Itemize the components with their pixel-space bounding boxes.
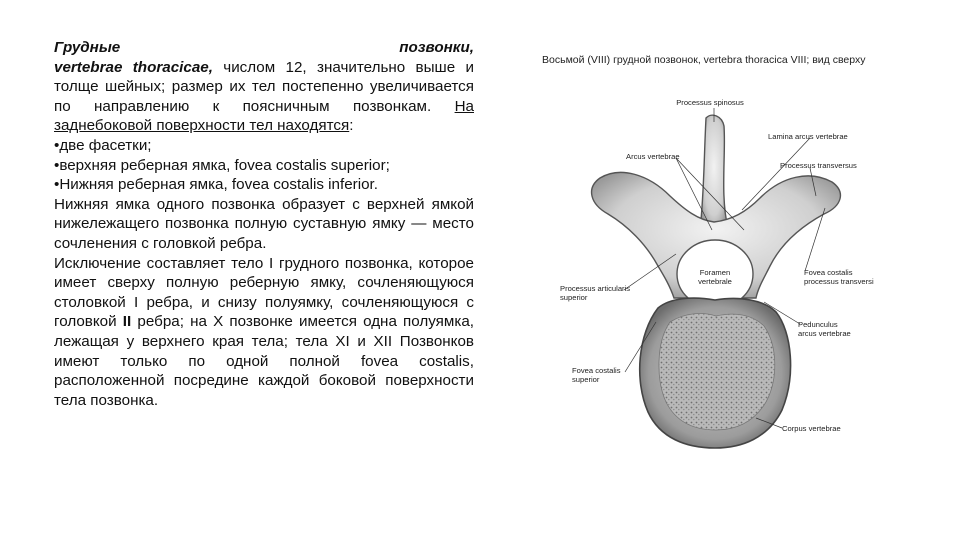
label-fovea-sup-line2: superior	[572, 375, 600, 384]
title-word-2: позвонки,	[399, 39, 474, 56]
label-fovea-sup-line1: Fovea costalis	[572, 366, 621, 375]
label-proc-artic-line2: superior	[560, 293, 588, 302]
label-foramen-line2: vertebrale	[698, 277, 732, 286]
figure-caption: Восьмой (VIII) грудной позвонок, vertebra thoracica VIII; вид сверху	[542, 54, 866, 66]
label-pedunculus-line1: Pedunculus	[798, 320, 838, 329]
intro-text: числом 12, значительно выше и толще шейных; размер их тел постепенно увеличивается по направлению к поясничным позвонкам.	[54, 58, 474, 115]
label-foramen-vertebrale	[683, 268, 747, 286]
label-corpus-vertebrae: Corpus vertebrae	[782, 424, 841, 433]
spongy-bone	[659, 314, 775, 430]
title-line	[54, 38, 474, 58]
label-proc-artic-line1: Processus articularis	[560, 284, 631, 293]
intro-paragraph	[54, 38, 474, 136]
label-processus-articularis	[560, 284, 630, 302]
label-pedunculus	[798, 320, 851, 338]
text-column	[54, 38, 474, 410]
paragraph-3	[54, 254, 474, 411]
paragraph-3-end: ребра; на X позвонке имеется одна полуямка, лежащая у верхнего края тела; тела XI и XII Позвонков имеют только по одной полной fovea costalis, расположенной посредине каждой боковой поверхности тела позвонка.	[54, 313, 474, 409]
label-lamina-arcus: Lamina arcus vertebrae	[768, 132, 848, 141]
latin-name: vertebrae thoracicae,	[54, 58, 213, 76]
label-processus-transversus: Processus transversus	[780, 161, 857, 170]
label-processus-spinosus: Processus spinosus	[676, 98, 744, 107]
paragraph-2: Нижняя ямка одного позвонка образует с верхней ямкой нижележащего позвонка полную суставную ямку — место сочленения с головкой ребра.	[54, 195, 474, 252]
sentence-underlined: На заднебоковой поверхности тел находятся	[54, 97, 474, 135]
label-fovea-superior	[572, 366, 621, 384]
title-word-1: Грудные	[54, 39, 121, 56]
label-arcus-vertebrae: Arcus vertebrae	[626, 152, 680, 161]
vertebra-figure	[520, 46, 940, 506]
label-fovea-processus	[804, 268, 874, 286]
colon: :	[349, 117, 354, 135]
label-foramen-line1: Foramen	[699, 268, 731, 277]
label-fovea-processus-line1: Fovea costalis	[804, 268, 853, 277]
label-fovea-processus-line2: processus transversi	[804, 277, 874, 286]
bullet-2: •верхняя реберная ямка, fovea costalis superior;	[54, 156, 390, 174]
spinous-process	[700, 115, 728, 230]
label-pedunculus-line2: arcus vertebrae	[798, 329, 851, 338]
roman-two: II	[122, 313, 132, 331]
paragraph-3-start: Исключение составляет тело I грудного позвонка, которое имеет сверху полную реберную ямку, сочленяющуюся столовкой I ребра, и снизу полуямку, сочленяющуюся с головкой	[54, 254, 474, 331]
bullet-3: •Нижняя реберная ямка, fovea costalis inferior.	[54, 176, 378, 194]
bullet-1: •две фасетки;	[54, 136, 152, 154]
